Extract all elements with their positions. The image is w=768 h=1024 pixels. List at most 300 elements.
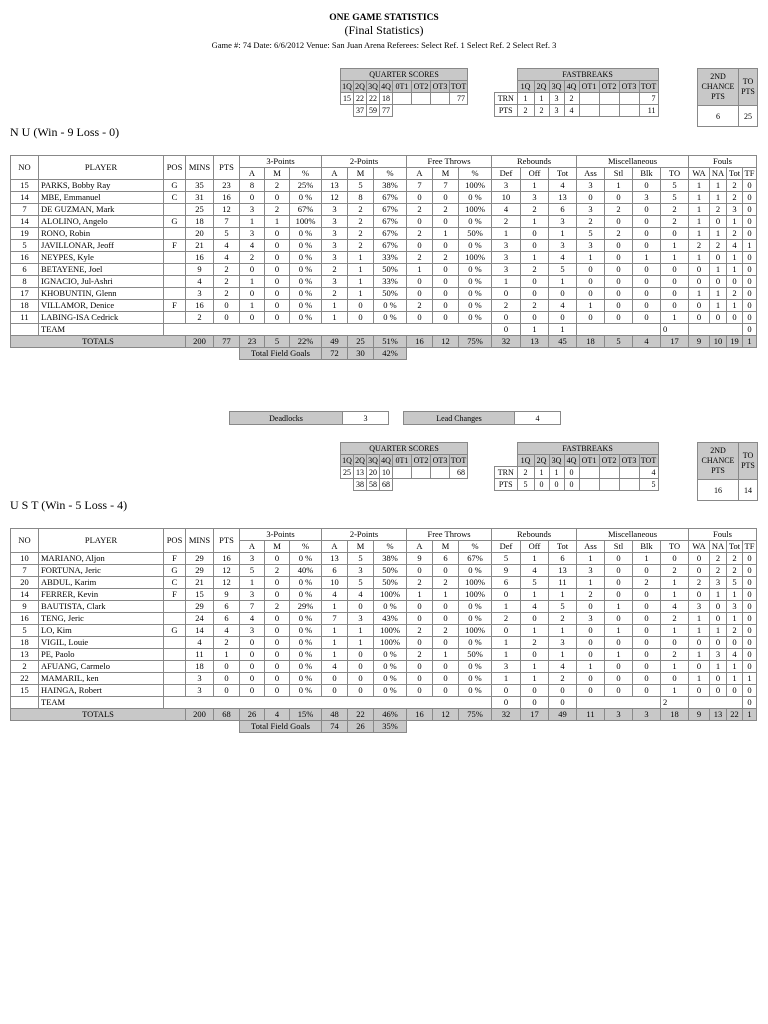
stat-cell: 0: [743, 264, 757, 276]
stat-cell: 1: [492, 637, 521, 649]
quarter-score-cell: 25: [341, 467, 354, 479]
stat-cell: 3: [322, 252, 348, 264]
box-score-table: [10, 528, 757, 733]
table-row: [11, 553, 757, 565]
stat-cell: 50%: [374, 264, 407, 276]
stat-cell: 1: [710, 661, 727, 673]
stat-cell: 0: [577, 649, 605, 661]
stat-cell: 0: [633, 649, 661, 661]
stat-cell: 0: [605, 589, 633, 601]
stat-cell: 0: [689, 637, 710, 649]
fastbreak-pts-cell: 4: [564, 105, 579, 117]
stat-cell: 0: [661, 637, 689, 649]
stat-cell: 3: [577, 204, 605, 216]
stat-cell: 13: [322, 180, 348, 192]
trn-label: TRN: [495, 467, 518, 479]
stat-cell: 0: [605, 637, 633, 649]
mins-header: MINS: [186, 156, 214, 180]
stat-cell: 3: [710, 577, 727, 589]
stat-cell: 1: [633, 252, 661, 264]
pos-header: POS: [164, 529, 186, 553]
misc-sub-header: Stl: [605, 168, 633, 180]
stat-cell: 0: [549, 685, 577, 697]
table-row: [11, 685, 757, 697]
stat-cell: 17: [11, 288, 39, 300]
stat-cell: 1: [348, 288, 374, 300]
table-row: [11, 625, 757, 637]
totals-cell: 10: [710, 336, 727, 348]
stat-cell: 50%: [374, 288, 407, 300]
stat-cell: 0: [605, 577, 633, 589]
stat-cell: 0: [661, 228, 689, 240]
player-name: DE GUZMAN, Mark: [39, 204, 164, 216]
stat-cell: 0: [521, 312, 549, 324]
totals-cell: 200: [186, 709, 214, 721]
stat-cell: 0: [743, 685, 757, 697]
stat-cell: 16: [186, 300, 214, 312]
stat-cell: 6: [433, 553, 459, 565]
fastbreak-trn-cell: [619, 467, 639, 479]
totals-cell: 11: [577, 709, 605, 721]
stat-cell: 5: [549, 601, 577, 613]
quarter-cumulative-cell: [341, 479, 354, 491]
fastbreak-trn-cell: 3: [549, 93, 564, 105]
empty-cell: [689, 697, 743, 709]
stat-cell: 16: [11, 613, 39, 625]
stat-cell: 0: [492, 685, 521, 697]
player-header: PLAYER: [39, 529, 164, 553]
stat-cell: 0: [348, 685, 374, 697]
spacer: [495, 81, 518, 93]
stat-cell: 1: [689, 625, 710, 637]
report-subtitle: (Final Statistics): [344, 23, 424, 37]
spacer: [495, 443, 518, 455]
stat-cell: 1: [727, 264, 743, 276]
quarter-score-cell: [431, 93, 450, 105]
stat-cell: 21: [186, 577, 214, 589]
stat-cell: 6: [549, 553, 577, 565]
stat-cell: 100%: [459, 180, 492, 192]
fastbreak-col-header: 1Q: [517, 455, 534, 467]
stat-cell: 0: [710, 673, 727, 685]
stat-cell: 0: [407, 192, 433, 204]
stat-cell: 2: [492, 613, 521, 625]
stat-cell: 4: [186, 276, 214, 288]
empty-cell: [164, 324, 492, 336]
misc-header: Miscellaneous: [577, 156, 689, 168]
stat-cell: 1: [661, 252, 689, 264]
stat-cell: 16: [214, 192, 240, 204]
player-name: TENG, Jeric: [39, 613, 164, 625]
stat-cell: 0: [322, 673, 348, 685]
stat-cell: 16: [186, 252, 214, 264]
stat-cell: 14: [11, 589, 39, 601]
player-name: MARIANO, Aljon: [39, 553, 164, 565]
stat-cell: 1: [689, 673, 710, 685]
stat-cell: 0: [743, 577, 757, 589]
totals-cell: 200: [186, 336, 214, 348]
stat-cell: 0: [577, 312, 605, 324]
fastbreak-pts-cell: [599, 479, 619, 491]
player-name: FERRER, Kevin: [39, 589, 164, 601]
quarter-cumulative-cell: 68: [380, 479, 393, 491]
fastbreak-pts-cell: 5: [639, 479, 658, 491]
stat-cell: 0: [689, 264, 710, 276]
stat-cell: 0: [433, 240, 459, 252]
foul-sub-header: WA: [689, 168, 710, 180]
sub-header: %: [374, 168, 407, 180]
stat-cell: 0 %: [374, 661, 407, 673]
totals-cell: 16: [407, 336, 433, 348]
stat-cell: 2: [407, 228, 433, 240]
stat-cell: 0 %: [459, 300, 492, 312]
player-name: FORTUNA, Jeric: [39, 565, 164, 577]
player-name: IGNACIO, Jul-Ashri: [39, 276, 164, 288]
stat-cell: 5: [348, 180, 374, 192]
stat-cell: 3: [348, 613, 374, 625]
totals-cell: 25: [348, 336, 374, 348]
stat-cell: 0 %: [290, 300, 322, 312]
player-name: JAVILLONAR, Jeoff: [39, 240, 164, 252]
stat-cell: 0 %: [290, 577, 322, 589]
stat-cell: 0: [265, 637, 290, 649]
misc-sub-header: Blk: [633, 168, 661, 180]
fastbreaks-header: FASTBREAKS: [517, 443, 658, 455]
totals-cell: 49: [322, 336, 348, 348]
totals-cell: 13: [710, 709, 727, 721]
team-def: 0: [492, 697, 521, 709]
table-row: [11, 673, 757, 685]
stat-cell: 2: [265, 180, 290, 192]
fastbreak-col-header: 4Q: [564, 455, 579, 467]
stat-cell: 0: [605, 673, 633, 685]
stat-cell: 4: [186, 637, 214, 649]
stat-cell: 5: [661, 180, 689, 192]
stat-cell: 0: [605, 565, 633, 577]
table-row: [11, 637, 757, 649]
totals-cell: 3: [633, 709, 661, 721]
stat-cell: 0: [577, 192, 605, 204]
stat-cell: [164, 601, 186, 613]
deadlocks-label: Deadlocks: [230, 412, 343, 425]
stat-cell: 2: [348, 228, 374, 240]
sub-header: M: [265, 168, 290, 180]
stat-cell: 4: [521, 565, 549, 577]
stat-cell: 6: [214, 601, 240, 613]
stat-cell: 0: [407, 613, 433, 625]
stat-cell: 1: [348, 252, 374, 264]
stat-cell: 2: [605, 204, 633, 216]
quarter-col-header: TOT: [450, 456, 467, 465]
pts-label: PTS: [495, 479, 518, 491]
totals-cell: 23: [240, 336, 265, 348]
stat-cell: 0: [433, 312, 459, 324]
stat-cell: 0: [633, 264, 661, 276]
foul-sub-header: TF: [743, 168, 757, 180]
stat-cell: 4: [214, 625, 240, 637]
player-name: LABING-ISA Cedrick: [39, 312, 164, 324]
deadlocks-lead-changes-table: [229, 411, 561, 425]
stat-cell: 0: [633, 240, 661, 252]
stat-cell: 3: [492, 252, 521, 264]
total-field-goals-cell: 30: [348, 348, 374, 360]
stat-cell: 0: [633, 613, 661, 625]
quarter-score-cell: 77: [450, 93, 468, 105]
stat-cell: 0: [605, 192, 633, 204]
stat-cell: 0: [743, 553, 757, 565]
totals-cell: 32: [492, 336, 521, 348]
stat-cell: 0: [265, 228, 290, 240]
stat-cell: 0 %: [290, 192, 322, 204]
stat-cell: 0: [240, 685, 265, 697]
stat-cell: 0: [710, 637, 727, 649]
stat-cell: 1: [521, 553, 549, 565]
empty-cell: [577, 324, 661, 336]
quarter-cumulative-cell: 77: [380, 105, 393, 117]
stat-cell: 100%: [374, 637, 407, 649]
stat-cell: 0: [633, 204, 661, 216]
stat-cell: 5: [661, 192, 689, 204]
quarter-col-header: TOT: [450, 82, 467, 91]
stat-cell: 2: [348, 240, 374, 252]
stat-cell: 2: [265, 204, 290, 216]
fastbreak-col-header: TOT: [640, 82, 657, 91]
stat-cell: 1: [214, 649, 240, 661]
stat-cell: 24: [186, 613, 214, 625]
quarter-score-cell: 13: [354, 467, 367, 479]
stat-cell: 1: [549, 625, 577, 637]
stat-cell: 0 %: [290, 252, 322, 264]
stat-cell: 0: [661, 264, 689, 276]
player-name: KHOBUNTIN, Glenn: [39, 288, 164, 300]
stat-cell: 1: [322, 312, 348, 324]
stat-cell: 0: [743, 204, 757, 216]
stat-cell: 7: [240, 601, 265, 613]
table-row: [11, 312, 757, 324]
stat-cell: 0: [577, 264, 605, 276]
stat-cell: 0: [433, 288, 459, 300]
stat-cell: 1: [521, 661, 549, 673]
free-throws-header: Free Throws: [407, 529, 492, 541]
stat-cell: 0: [710, 685, 727, 697]
spacer: [495, 69, 518, 81]
stat-cell: 0: [633, 180, 661, 192]
stat-cell: 4: [549, 180, 577, 192]
fastbreak-trn-cell: 1: [534, 93, 549, 105]
totals-cell: 1: [743, 709, 757, 721]
quarter-score-cell: 15: [341, 93, 354, 105]
quarter-col-header: 1Q: [342, 82, 352, 91]
stat-cell: 100%: [374, 625, 407, 637]
total-field-goals-cell: 74: [322, 721, 348, 733]
stat-cell: 0 %: [459, 192, 492, 204]
stat-cell: 2: [407, 252, 433, 264]
stat-cell: 2: [549, 673, 577, 685]
stat-cell: 0: [407, 673, 433, 685]
stat-cell: F: [164, 589, 186, 601]
stat-cell: 5: [577, 228, 605, 240]
stat-cell: 29%: [290, 601, 322, 613]
stat-cell: 1: [710, 264, 727, 276]
stat-cell: 67%: [290, 204, 322, 216]
spacer: [393, 105, 468, 117]
quarter-cumulative-cell: 37: [354, 105, 367, 117]
stat-cell: 0: [577, 625, 605, 637]
table-row: [11, 204, 757, 216]
fastbreak-trn-cell: 7: [639, 93, 658, 105]
stat-cell: 1: [689, 216, 710, 228]
trn-label: TRN: [495, 93, 518, 105]
stat-cell: 2: [214, 276, 240, 288]
spacer: [495, 455, 518, 467]
misc-sub-header: Ass: [577, 168, 605, 180]
stat-cell: 2: [661, 204, 689, 216]
stat-cell: 0: [633, 685, 661, 697]
quarter-col-header: OT2: [412, 81, 431, 93]
quarter-cumulative-cell: [341, 105, 354, 117]
stat-cell: 1: [492, 673, 521, 685]
stat-cell: 0: [605, 252, 633, 264]
stat-cell: C: [164, 577, 186, 589]
stat-cell: 1: [521, 252, 549, 264]
fastbreak-col-header: 2Q: [534, 455, 549, 467]
totals-cell: 4: [265, 709, 290, 721]
quarter-score-cell: 10: [380, 467, 393, 479]
totals-cell: 26: [240, 709, 265, 721]
empty-cell: [11, 697, 39, 709]
stat-cell: [164, 673, 186, 685]
stat-cell: 4: [521, 601, 549, 613]
stat-cell: 0: [265, 192, 290, 204]
stat-cell: 8: [11, 276, 39, 288]
box-score-table: [10, 155, 757, 360]
stat-cell: 2: [240, 252, 265, 264]
stat-cell: 0: [240, 661, 265, 673]
stat-cell: 18: [186, 216, 214, 228]
stat-cell: 13: [549, 565, 577, 577]
stat-cell: 0 %: [459, 288, 492, 300]
quarter-score-cell: 18: [380, 93, 393, 105]
stat-cell: 1: [605, 649, 633, 661]
stat-cell: 1: [521, 216, 549, 228]
stat-cell: 1: [661, 661, 689, 673]
stat-cell: 0: [710, 613, 727, 625]
stat-cell: 1: [605, 601, 633, 613]
stat-cell: 2: [710, 240, 727, 252]
stat-cell: 100%: [290, 216, 322, 228]
stat-cell: 1: [433, 589, 459, 601]
quarter-score-cell: 22: [354, 93, 367, 105]
fastbreak-trn-cell: 1: [534, 467, 549, 479]
stat-cell: 2: [689, 240, 710, 252]
stat-cell: 0: [743, 228, 757, 240]
stat-cell: 0: [265, 276, 290, 288]
stat-cell: 1: [743, 240, 757, 252]
stat-cell: 0: [743, 649, 757, 661]
to-pts-value: 14: [739, 480, 758, 501]
stat-cell: 0: [492, 589, 521, 601]
stat-cell: 50%: [374, 565, 407, 577]
stat-cell: 6: [322, 565, 348, 577]
stat-cell: 35: [186, 180, 214, 192]
fastbreak-trn-cell: [579, 93, 599, 105]
empty-cell: [689, 324, 743, 336]
total-field-goals-cell: 72: [322, 348, 348, 360]
player-name: HAINGA, Robert: [39, 685, 164, 697]
sub-header: A: [240, 541, 265, 553]
misc-header: Miscellaneous: [577, 529, 689, 541]
fastbreak-col-header: OT2: [599, 455, 619, 467]
foul-sub-header: Tot: [727, 541, 743, 553]
stat-cell: 0: [265, 661, 290, 673]
stat-cell: 9: [214, 589, 240, 601]
stat-cell: 2: [433, 252, 459, 264]
stat-cell: 1: [577, 577, 605, 589]
stat-cell: 0: [577, 288, 605, 300]
totals-cell: 5: [265, 336, 290, 348]
no-header: NO: [11, 156, 39, 180]
team-title: U S T (Win - 5 Loss - 4): [10, 498, 128, 512]
stat-cell: 2: [186, 312, 214, 324]
stat-cell: 4: [492, 204, 521, 216]
stat-cell: 5: [11, 625, 39, 637]
stat-cell: 1: [348, 264, 374, 276]
stat-cell: 2: [348, 216, 374, 228]
stat-cell: 29: [186, 601, 214, 613]
team-off: 1: [521, 324, 549, 336]
stat-cell: 0: [689, 661, 710, 673]
stat-cell: [164, 312, 186, 324]
stat-cell: 1: [577, 661, 605, 673]
stat-cell: 67%: [374, 192, 407, 204]
second-chance-value: 6: [698, 106, 739, 127]
team-tf: 0: [743, 697, 757, 709]
stat-cell: 0: [214, 685, 240, 697]
stat-cell: 11: [186, 649, 214, 661]
stat-cell: 0 %: [459, 264, 492, 276]
stat-cell: 0: [492, 625, 521, 637]
stat-cell: 4: [549, 661, 577, 673]
stat-cell: 0 %: [290, 228, 322, 240]
stat-cell: F: [164, 553, 186, 565]
quarter-score-cell: 20: [367, 467, 380, 479]
stat-cell: 0 %: [290, 240, 322, 252]
stat-cell: 0: [633, 637, 661, 649]
stat-cell: 13: [549, 192, 577, 204]
stat-cell: 0: [633, 216, 661, 228]
stat-cell: 2: [521, 264, 549, 276]
stat-cell: 0: [265, 288, 290, 300]
stat-cell: 0: [214, 312, 240, 324]
fastbreak-col-header: 4Q: [564, 81, 579, 93]
stat-cell: 2: [433, 577, 459, 589]
stat-cell: 3: [492, 661, 521, 673]
rebound-sub-header: Tot: [549, 168, 577, 180]
stat-cell: 0: [433, 613, 459, 625]
stat-cell: 5: [549, 264, 577, 276]
fastbreak-trn-cell: 2: [517, 467, 534, 479]
stat-cell: 0 %: [290, 685, 322, 697]
fastbreak-trn-cell: 2: [564, 93, 579, 105]
stat-cell: 3: [240, 589, 265, 601]
stat-cell: 1: [727, 673, 743, 685]
stat-cell: 0: [433, 685, 459, 697]
stat-cell: 0: [633, 601, 661, 613]
second-chance-table: [697, 68, 758, 127]
stat-cell: 10: [11, 553, 39, 565]
stat-cell: 2: [521, 637, 549, 649]
totals-cell: 18: [577, 336, 605, 348]
